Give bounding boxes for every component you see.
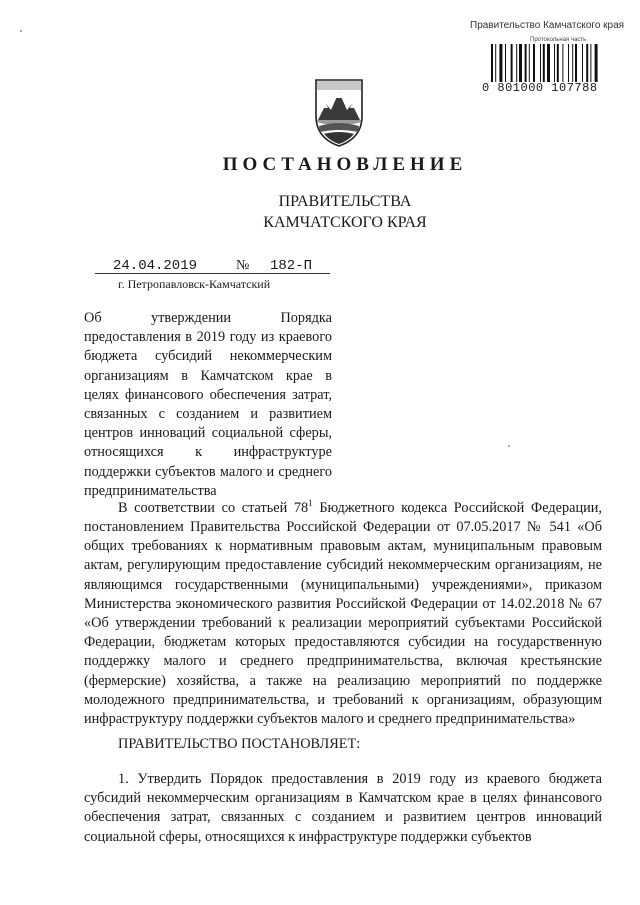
resolves-heading: ПРАВИТЕЛЬСТВО ПОСТАНОВЛЯЕТ: xyxy=(118,736,361,752)
subtitle-line-2: КАМЧАТСКОГО КРАЯ xyxy=(263,214,427,231)
header-organization: Правительство Камчатского края xyxy=(470,20,625,31)
city-name: г. Петропавловск-Камчатский xyxy=(118,277,271,291)
preamble-rest: Бюджетного кодекса Российской Федерации, постановлением Правительства Российской Федерации от 07.05.2017 № 541 «Об общих требованиях к нормативным правовым актам, муниципальным правовым актам, регулирующим предоставление субсидий некоммерческим организациям, не являющимся государственными (муниципальными) учреждениями», приказом Министерства экономического развития Российской Федерации от 14.02.2018 № 67 «Об утверждении требований к реализации мероприятий субъектами Российской Федерации, бюджетам которых предоставляются субсидии на государственную поддержку малого и среднего предпринимательства, включая крестьянские (фермерские) хозяйства, а также на реализацию мероприятий по поддержке молодежного предпринимательства, и требований к организациям, образующим инфраструктуру поддержки субъектов малого и среднего предпринимательства» xyxy=(84,499,603,727)
scan-speck xyxy=(20,30,22,32)
preamble-start: В соответствии со статьей 78 xyxy=(118,499,309,516)
barcode xyxy=(491,44,621,82)
header-protocol-part: Протокольная часть xyxy=(530,37,587,43)
number-label: № xyxy=(236,258,250,273)
coat-of-arms-icon xyxy=(312,76,366,148)
document-subtitle xyxy=(0,191,640,233)
date-number-underline xyxy=(95,273,330,274)
barcode-number: 0 801000 107788 xyxy=(482,81,598,95)
document-title: ПОСТАНОВЛЕНИЕ xyxy=(222,154,468,175)
preamble-paragraph xyxy=(84,494,602,729)
subtitle-line-1: ПРАВИТЕЛЬСТВА xyxy=(278,193,412,210)
document-date: 24.04.2019 xyxy=(113,258,198,274)
article-superscript: 1 xyxy=(308,498,313,508)
scan-speck xyxy=(508,445,510,447)
document-number: 182-П xyxy=(270,258,313,274)
item-1-paragraph: 1. Утвердить Порядок предоставления в 2019 году из краевого бюджета субсидий некоммерческим организациям в Камчатском крае в целях финансового обеспечения затрат, связанных с созданием и развитием центров инноваций социальной сферы, относящихся к инфраструктуре поддержки субъектов xyxy=(84,771,602,845)
subject-heading: Об утверждении Порядка предоставления в 2019 году из краевого бюджета субсидий некоммерческим организациям в Камчатском крае в целях финансового обеспечения затрат, связанных с созданием и развитием центров инноваций социальной сферы, относящихся к инфраструктуре поддержки субъектов малого и среднего предпринимательства xyxy=(84,310,332,499)
